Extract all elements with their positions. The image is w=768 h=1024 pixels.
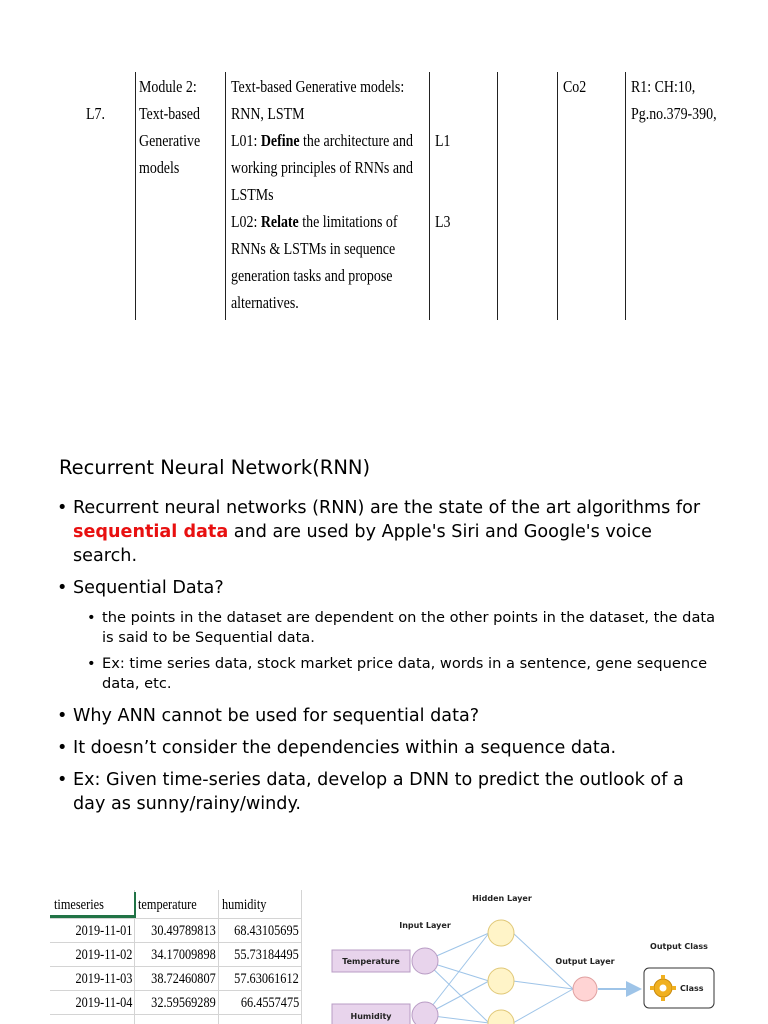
hidden-node <box>488 1010 514 1024</box>
level-3: L3 <box>435 212 451 231</box>
table-row <box>50 1014 302 1024</box>
neural-network-diagram <box>330 888 730 1024</box>
input-label-humidity: Humidity <box>350 1012 392 1021</box>
reference-cell: R1: CH:10, Pg.no.379-390, <box>631 77 717 123</box>
column-header: humidity <box>222 897 267 913</box>
hidden-node <box>488 968 514 994</box>
table-row: 2019-11-02 34.17009898 55.73184495 <box>50 942 302 967</box>
input-node <box>412 948 438 974</box>
list-item: • Why ANN cannot be used for sequential data? <box>56 704 716 728</box>
table-divider <box>429 72 430 320</box>
table-divider <box>135 72 136 320</box>
table-divider <box>497 72 498 320</box>
column-header: timeseries <box>54 897 104 913</box>
sub-list-item: • the points in the dataset are dependent on the other points in the dataset, the data is said to be Sequential data. <box>56 608 716 648</box>
sub-list-item: • Ex: time series data, stock market price data, words in a sentence, gene sequence data, etc. <box>56 654 716 694</box>
output-layer-label: Output Layer <box>555 957 615 966</box>
course-outcome: Co2 <box>563 77 587 96</box>
input-layer-label: Input Layer <box>399 921 451 930</box>
column-header: temperature <box>138 897 197 913</box>
input-node <box>412 1002 438 1024</box>
output-class-title: Output Class <box>650 942 708 951</box>
table-row: 2019-11-01 30.49789813 68.43105695 <box>50 918 302 943</box>
table-divider <box>225 72 226 320</box>
lecture-number: L7. <box>86 104 105 123</box>
timeseries-table <box>50 890 302 1024</box>
class-label: Class <box>680 984 704 993</box>
bullet-list <box>56 496 716 824</box>
table-row: 2019-11-03 38.72460807 57.63061612 <box>50 966 302 991</box>
hidden-layer-label: Hidden Layer <box>472 894 532 903</box>
list-item: • Sequential Data? <box>56 576 716 600</box>
output-node <box>573 977 597 1001</box>
slide-title: Recurrent Neural Network(RNN) <box>59 456 371 479</box>
active-cell-border <box>134 892 136 918</box>
hidden-node <box>488 920 514 946</box>
input-label-temperature: Temperature <box>342 957 400 966</box>
table-row: 2019-11-04 32.59569289 66.4557475 <box>50 990 302 1015</box>
table-divider <box>557 72 558 320</box>
level-1: L1 <box>435 131 451 150</box>
list-item: • Recurrent neural networks (RNN) are the state of the art algorithms for sequential data and are used by Apple's Siri and Google's voice search. <box>56 496 716 568</box>
topic-cell: Text-based Generative models: RNN, LSTM L01: Define the architecture and working principles of RNNs and LSTMs L02: Relate the limitations of RNNs & LSTMs in sequence generation tasks and propose alternatives. <box>231 77 413 312</box>
highlight-text: sequential data <box>73 522 229 542</box>
list-item: • Ex: Given time-series data, develop a DNN to predict the outlook of a day as sunny/rainy/windy. <box>56 768 716 816</box>
list-item: • It doesn’t consider the dependencies within a sequence data. <box>56 736 716 760</box>
module-cell: Module 2: Text-based Generative models <box>139 77 201 177</box>
table-divider <box>625 72 626 320</box>
